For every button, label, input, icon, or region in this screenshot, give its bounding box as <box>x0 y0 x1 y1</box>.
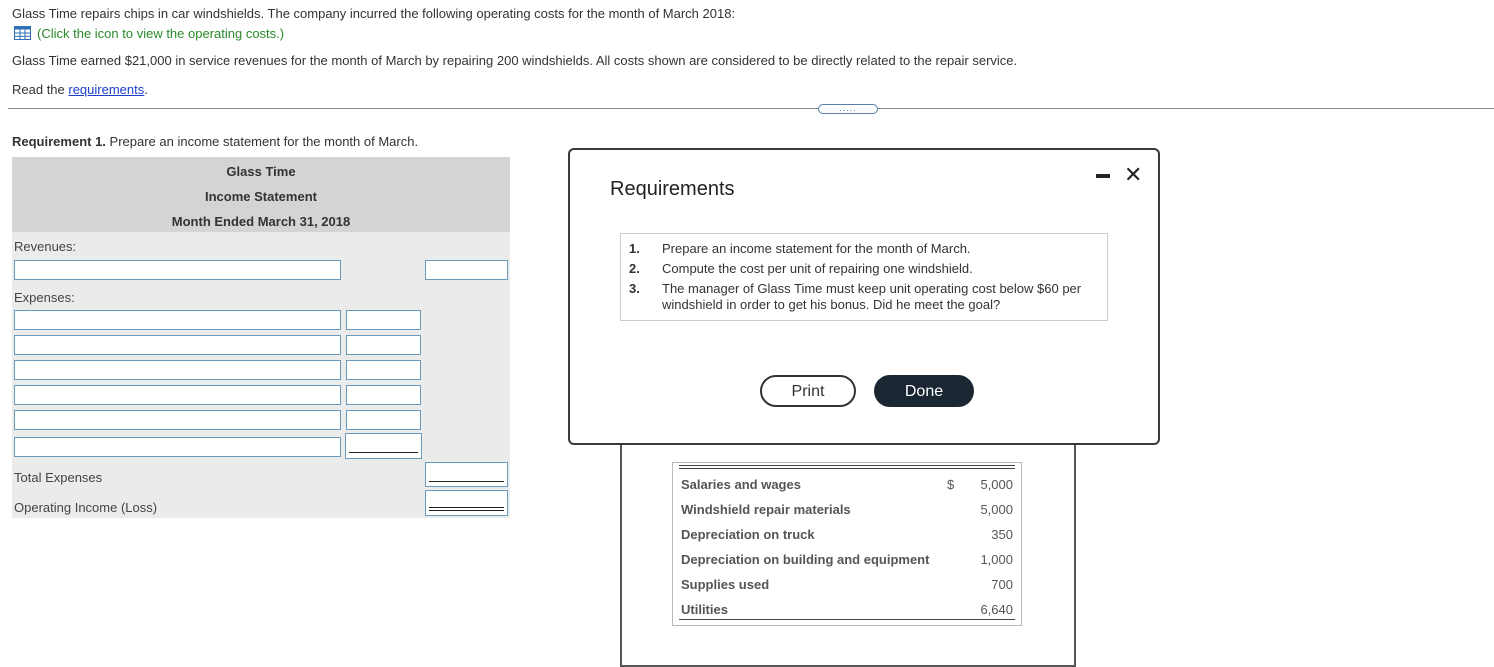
revenue-description-input[interactable] <box>14 260 341 280</box>
requirement-number: 2. <box>629 261 640 276</box>
expense-amount-input[interactable] <box>346 360 421 380</box>
requirements-list <box>620 233 1108 321</box>
expense-amount-input-last[interactable] <box>345 433 422 459</box>
expense-description-input[interactable] <box>14 335 341 355</box>
minimize-icon[interactable] <box>1096 174 1110 178</box>
cost-name: Windshield repair materials <box>681 502 851 517</box>
cost-currency: $ <box>947 477 955 492</box>
requirement-1-label <box>12 134 418 149</box>
table-bottom-rule <box>679 619 1015 620</box>
operating-income-input[interactable] <box>425 490 508 516</box>
expense-amount-input[interactable] <box>346 410 421 430</box>
table-grid-icon[interactable] <box>14 26 31 40</box>
operating-costs-table <box>672 462 1022 626</box>
statement-company: Glass Time <box>226 164 296 179</box>
cost-row <box>681 577 1013 602</box>
print-button[interactable]: Print <box>760 375 856 407</box>
close-icon[interactable]: ✕ <box>1124 162 1143 187</box>
expenses-label: Expenses: <box>14 290 75 305</box>
expense-amount-input[interactable] <box>346 335 421 355</box>
expense-amount-input[interactable] <box>346 310 421 330</box>
divider-handle[interactable]: ..... <box>818 104 878 114</box>
cost-name: Salaries and wages <box>681 477 801 492</box>
cost-value: 6,640 <box>980 602 1013 617</box>
cost-value: 350 <box>991 527 1013 542</box>
cost-row <box>681 502 1013 527</box>
revenue-amount-input[interactable] <box>425 260 508 280</box>
total-expenses-label: Total Expenses <box>14 470 103 485</box>
done-button[interactable]: Done <box>874 375 974 407</box>
cost-name: Depreciation on truck <box>681 527 815 542</box>
requirement-1-bold: Requirement 1. <box>12 134 106 149</box>
expense-description-input[interactable] <box>14 360 341 380</box>
requirement-text: The manager of Glass Time must keep unit operating cost below $60 per windshield in order to get his bonus. Did he meet the goal? <box>662 281 1082 312</box>
requirement-1-text: Prepare an income statement for the month of March. <box>105 134 419 149</box>
intro-line-1: Glass Time repairs chips in car windshields. The company incurred the following operating costs for the month of March 2018: <box>12 6 736 21</box>
cost-row <box>681 477 1013 502</box>
requirements-link[interactable]: requirements <box>68 82 145 97</box>
cost-name: Supplies used <box>681 577 770 592</box>
requirement-number: 1. <box>629 241 640 256</box>
requirements-dialog <box>568 148 1160 445</box>
dialog-title: Requirements <box>610 178 735 200</box>
requirement-number: 3. <box>629 281 640 296</box>
expense-description-input[interactable] <box>14 385 341 405</box>
section-divider <box>8 108 1494 109</box>
requirement-text: Compute the cost per unit of repairing one windshield. <box>662 261 973 276</box>
read-prefix: Read the <box>12 82 69 97</box>
statement-title: Income Statement <box>205 189 317 204</box>
read-suffix: . <box>144 82 148 97</box>
cost-name: Depreciation on building and equipment <box>681 552 930 567</box>
expense-description-input[interactable] <box>14 437 341 457</box>
cost-value: 700 <box>991 577 1013 592</box>
expense-description-input[interactable] <box>14 410 341 430</box>
icon-hint: (Click the icon to view the operating costs.) <box>37 26 285 41</box>
operating-income-label: Operating Income (Loss) <box>14 500 158 515</box>
expense-description-input[interactable] <box>14 310 341 330</box>
cost-value: 1,000 <box>980 552 1013 567</box>
cost-value: 5,000 <box>980 477 1013 492</box>
table-top-rule <box>679 465 1015 466</box>
expense-amount-input[interactable] <box>346 385 421 405</box>
total-expenses-input[interactable] <box>425 462 508 487</box>
cost-row <box>681 552 1013 577</box>
cost-row <box>681 527 1013 552</box>
statement-period: Month Ended March 31, 2018 <box>171 214 351 229</box>
read-requirements <box>12 82 148 97</box>
cost-name: Utilities <box>681 602 728 617</box>
requirement-text: Prepare an income statement for the month of March. <box>662 241 971 256</box>
cost-value: 5,000 <box>980 502 1013 517</box>
revenues-label: Revenues: <box>14 239 77 254</box>
intro-line-2: Glass Time earned $21,000 in service revenues for the month of March by repairing 200 windshields. All costs shown are considered to be directly related to the repair service. <box>12 53 1018 68</box>
table-top-rule <box>679 468 1015 469</box>
cost-row <box>681 602 1013 627</box>
